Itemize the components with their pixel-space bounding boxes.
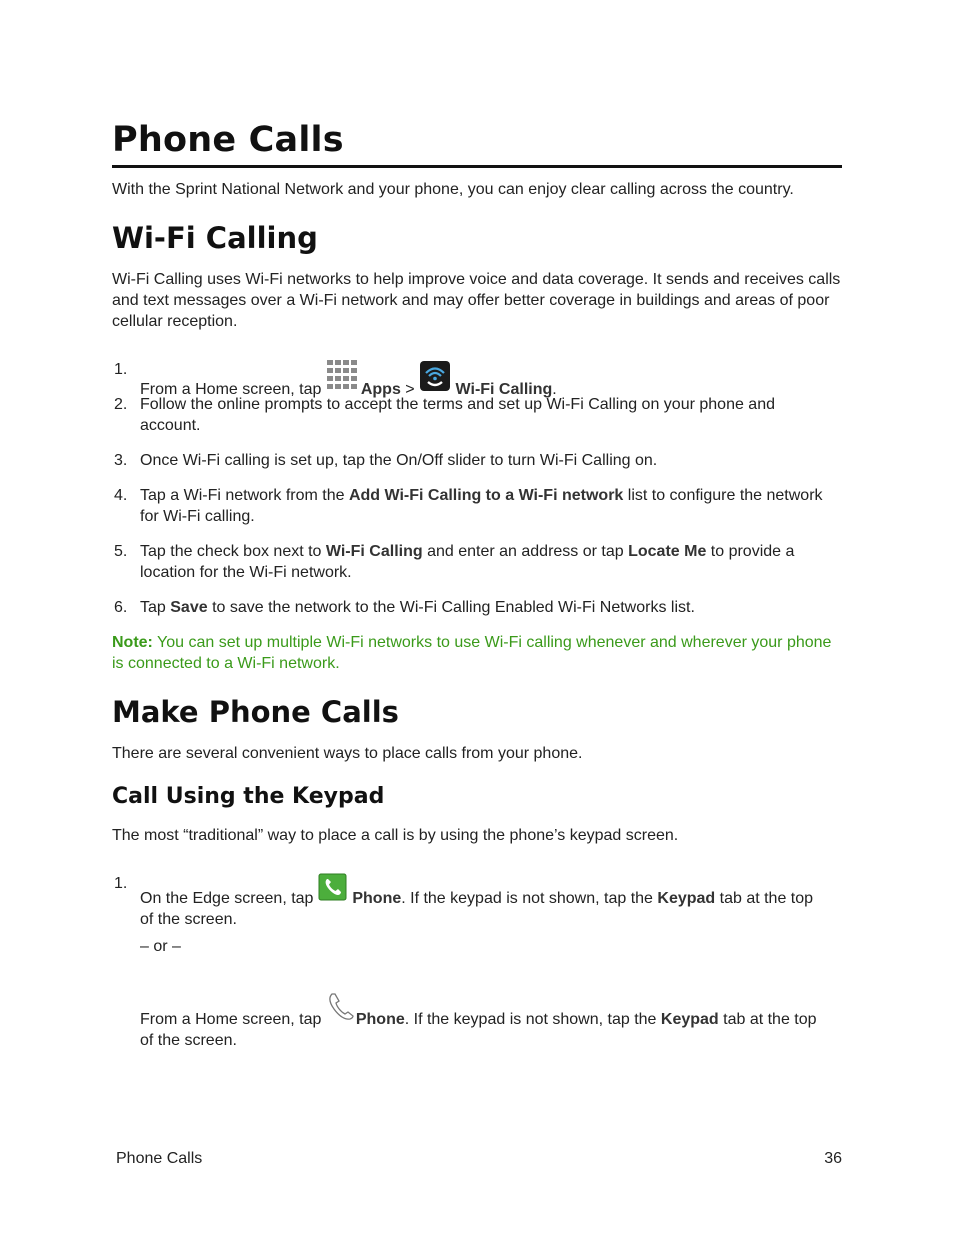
step-text-mid: . If the keypad is not shown, tap the <box>404 1011 661 1028</box>
step-text-post: tab at the top of the screen. <box>140 890 814 928</box>
step-text <box>140 485 830 527</box>
keypad-paragraph: The most “traditional” way to place a call is by using the phone’s keypad screen. <box>112 827 679 844</box>
step-number: 4. <box>114 487 128 504</box>
wifi-calling-icon <box>419 360 451 398</box>
step-text-pre: On the Edge screen, tap <box>140 890 318 907</box>
step-number: 3. <box>114 452 128 469</box>
or-text: – or – <box>140 938 181 955</box>
save-label: Save <box>170 599 208 616</box>
make-phone-calls-paragraph: There are several convenient ways to place calls from your phone. <box>112 745 583 762</box>
step-text-post: to provide a location for the Wi-Fi network. <box>140 543 795 581</box>
phone-label: Phone <box>352 890 402 907</box>
step-text: Follow the online prompts to accept the terms and set up Wi-Fi Calling on your phone and account. <box>140 396 775 434</box>
step-text-post: to save the network to the Wi-Fi Calling Enabled Wi-Fi Networks list. <box>207 599 695 616</box>
step-text-pre: From a Home screen, tap <box>140 1011 326 1028</box>
step-number: 1. <box>114 875 128 892</box>
step-text-post: list to configure the network for Wi-Fi calling. <box>140 487 823 525</box>
step-text-mid: . If the keypad is not shown, tap the <box>401 890 658 907</box>
step-text: Once Wi-Fi calling is set up, tap the On/Off slider to turn Wi-Fi Calling on. <box>140 452 658 469</box>
wifi-calling-checkbox-label: Wi-Fi Calling <box>325 543 423 560</box>
add-wifi-calling-label: Add Wi-Fi Calling to a Wi-Fi network <box>348 487 624 504</box>
step-number: 2. <box>114 396 128 413</box>
step-text-pre: From a Home screen, tap <box>140 381 326 398</box>
step-text <box>140 597 830 618</box>
page-title: Phone Calls <box>112 120 344 160</box>
wifi-note <box>112 632 832 674</box>
step-text-mid: and enter an address or tap <box>422 543 629 560</box>
intro-paragraph: With the Sprint National Network and your phone, you can enjoy clear calling across the country. <box>112 181 794 198</box>
apps-label: Apps <box>360 381 401 398</box>
step-separator: > <box>400 381 420 398</box>
phone-label: Phone <box>355 1011 405 1028</box>
wifi-calling-label: Wi-Fi Calling <box>455 381 553 398</box>
footer-section-title: Phone Calls <box>116 1150 203 1167</box>
step-number: 6. <box>114 599 128 616</box>
step-number: 1. <box>114 361 128 378</box>
step-text-pre: Tap the check box next to <box>140 543 326 560</box>
step-number: 5. <box>114 543 128 560</box>
step-text <box>140 991 830 1051</box>
step-text-pre: Tap a Wi-Fi network from the <box>140 487 349 504</box>
phone-outline-icon <box>326 991 356 1029</box>
keypad-tab-label: Keypad <box>657 890 716 907</box>
phone-green-icon <box>318 873 348 907</box>
step-text-post: . <box>552 381 557 398</box>
call-using-keypad-heading: Call Using the Keypad <box>112 784 385 809</box>
make-phone-calls-heading: Make Phone Calls <box>112 695 399 729</box>
locate-me-label: Locate Me <box>628 543 707 560</box>
keypad-tab-label: Keypad <box>660 1011 719 1028</box>
apps-grid-icon <box>326 359 361 397</box>
wifi-calling-paragraph: Wi-Fi Calling uses Wi-Fi networks to help improve voice and data coverage. It sends and receives calls and text messages over a Wi-Fi network and may offer better coverage in buildings and areas of poor cellular reception. <box>112 271 841 330</box>
title-rule <box>112 165 842 168</box>
footer-page-number: 36 <box>824 1150 842 1167</box>
step-text <box>140 873 830 930</box>
wifi-calling-heading: Wi-Fi Calling <box>112 221 318 255</box>
step-text-pre: Tap <box>140 599 171 616</box>
note-text: You can set up multiple Wi-Fi networks to use Wi-Fi calling whenever and wherever your phone is connected to a Wi-Fi network. <box>112 634 832 672</box>
step-text <box>140 541 830 583</box>
step-text-post: tab at the top of the screen. <box>140 1011 817 1049</box>
note-label: Note: <box>112 634 153 651</box>
